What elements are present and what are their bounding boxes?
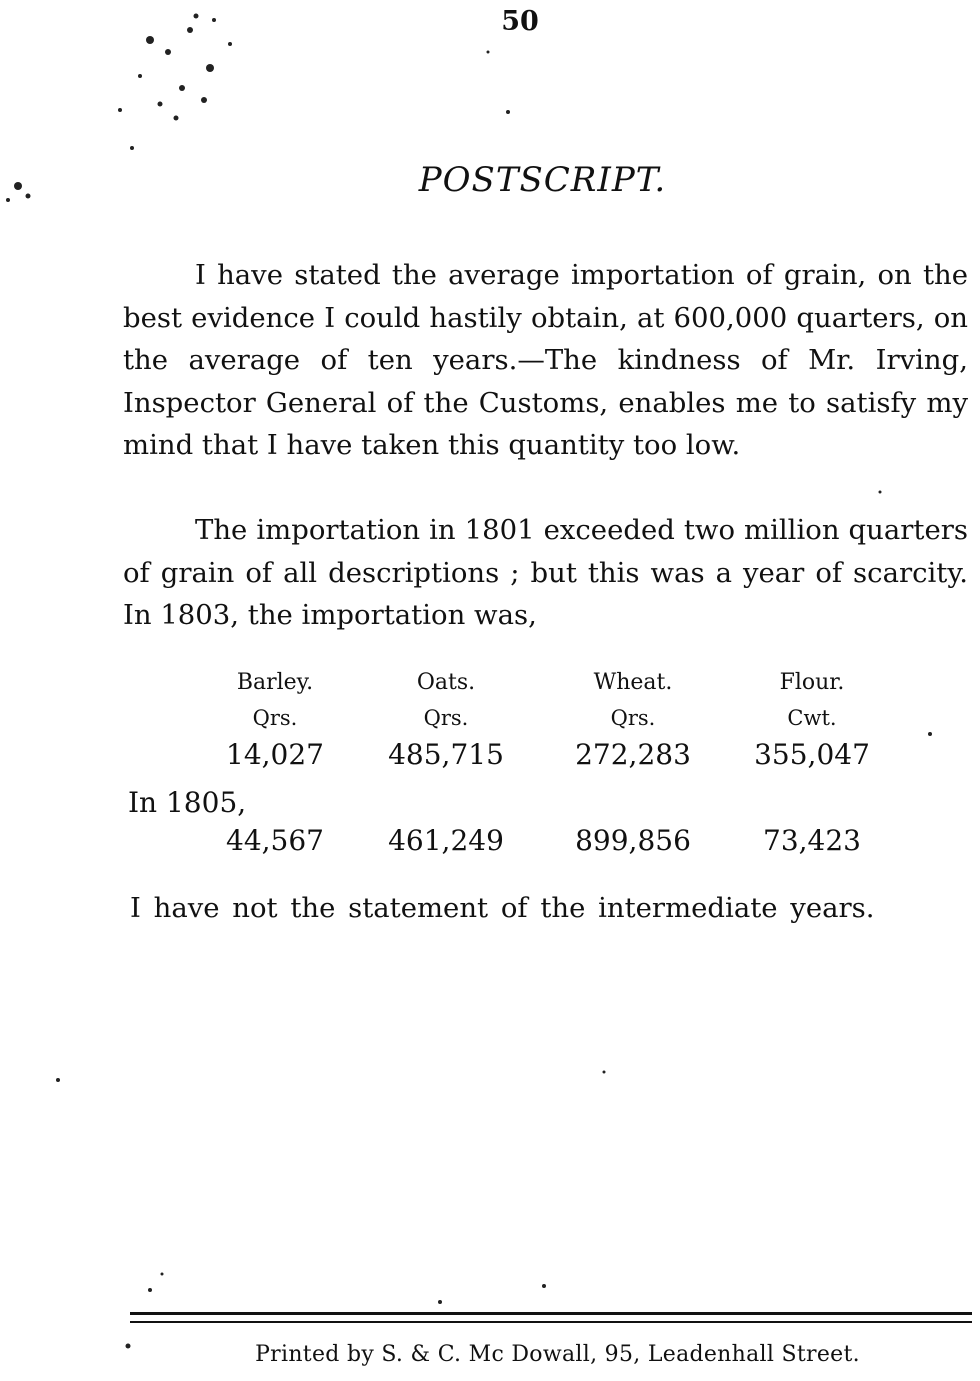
cell-1805-barley: 44,567	[226, 824, 324, 857]
cell-1803-barley: 14,027	[226, 738, 324, 771]
column-unit-wheat: Qrs.	[610, 706, 656, 730]
cell-1803-oats: 485,715	[388, 738, 504, 771]
cell-1803-wheat: 272,283	[575, 738, 691, 771]
row-label-1805: In 1805,	[128, 786, 247, 819]
section-heading: POSTSCRIPT.	[418, 160, 667, 200]
paragraph-importation-1801: The importation in 1801 exceeded two million quarters of grain of all descriptions ; but this was a year of scarcity. In 1803, the importation was,	[123, 514, 968, 631]
column-header-oats: Oats.	[416, 670, 476, 695]
paragraph-average-importation: I have stated the average importation of grain, on the best evidence I could hastily obtain, at 600,000 quarters, on the average of ten years.—The kindness of Mr. Irving, Inspector General of the Customs, enables me to satisfy my mind that I have taken this quantity too low.	[123, 259, 968, 461]
footer-rule-thick	[130, 1312, 972, 1315]
importation-table	[0, 666, 980, 866]
cell-1803-flour: 355,047	[754, 738, 870, 771]
column-unit-barley: Qrs.	[252, 706, 298, 730]
cell-1805-flour: 73,423	[763, 824, 861, 857]
closing-line: I have not the statement of the intermediate years.	[130, 892, 875, 924]
cell-1805-wheat: 899,856	[575, 824, 691, 857]
column-header-barley: Barley.	[236, 670, 314, 695]
column-unit-flour: Cwt.	[787, 706, 837, 730]
printer-imprint: Printed by S. & C. Mc Dowall, 95, Leadenhall Street.	[255, 1342, 860, 1367]
column-unit-oats: Qrs.	[423, 706, 469, 730]
cell-1805-oats: 461,249	[388, 824, 504, 857]
footer-rule-thin	[130, 1321, 972, 1323]
page-number: 50	[501, 6, 539, 37]
column-header-flour: Flour.	[779, 670, 845, 695]
column-header-wheat: Wheat.	[593, 670, 673, 695]
